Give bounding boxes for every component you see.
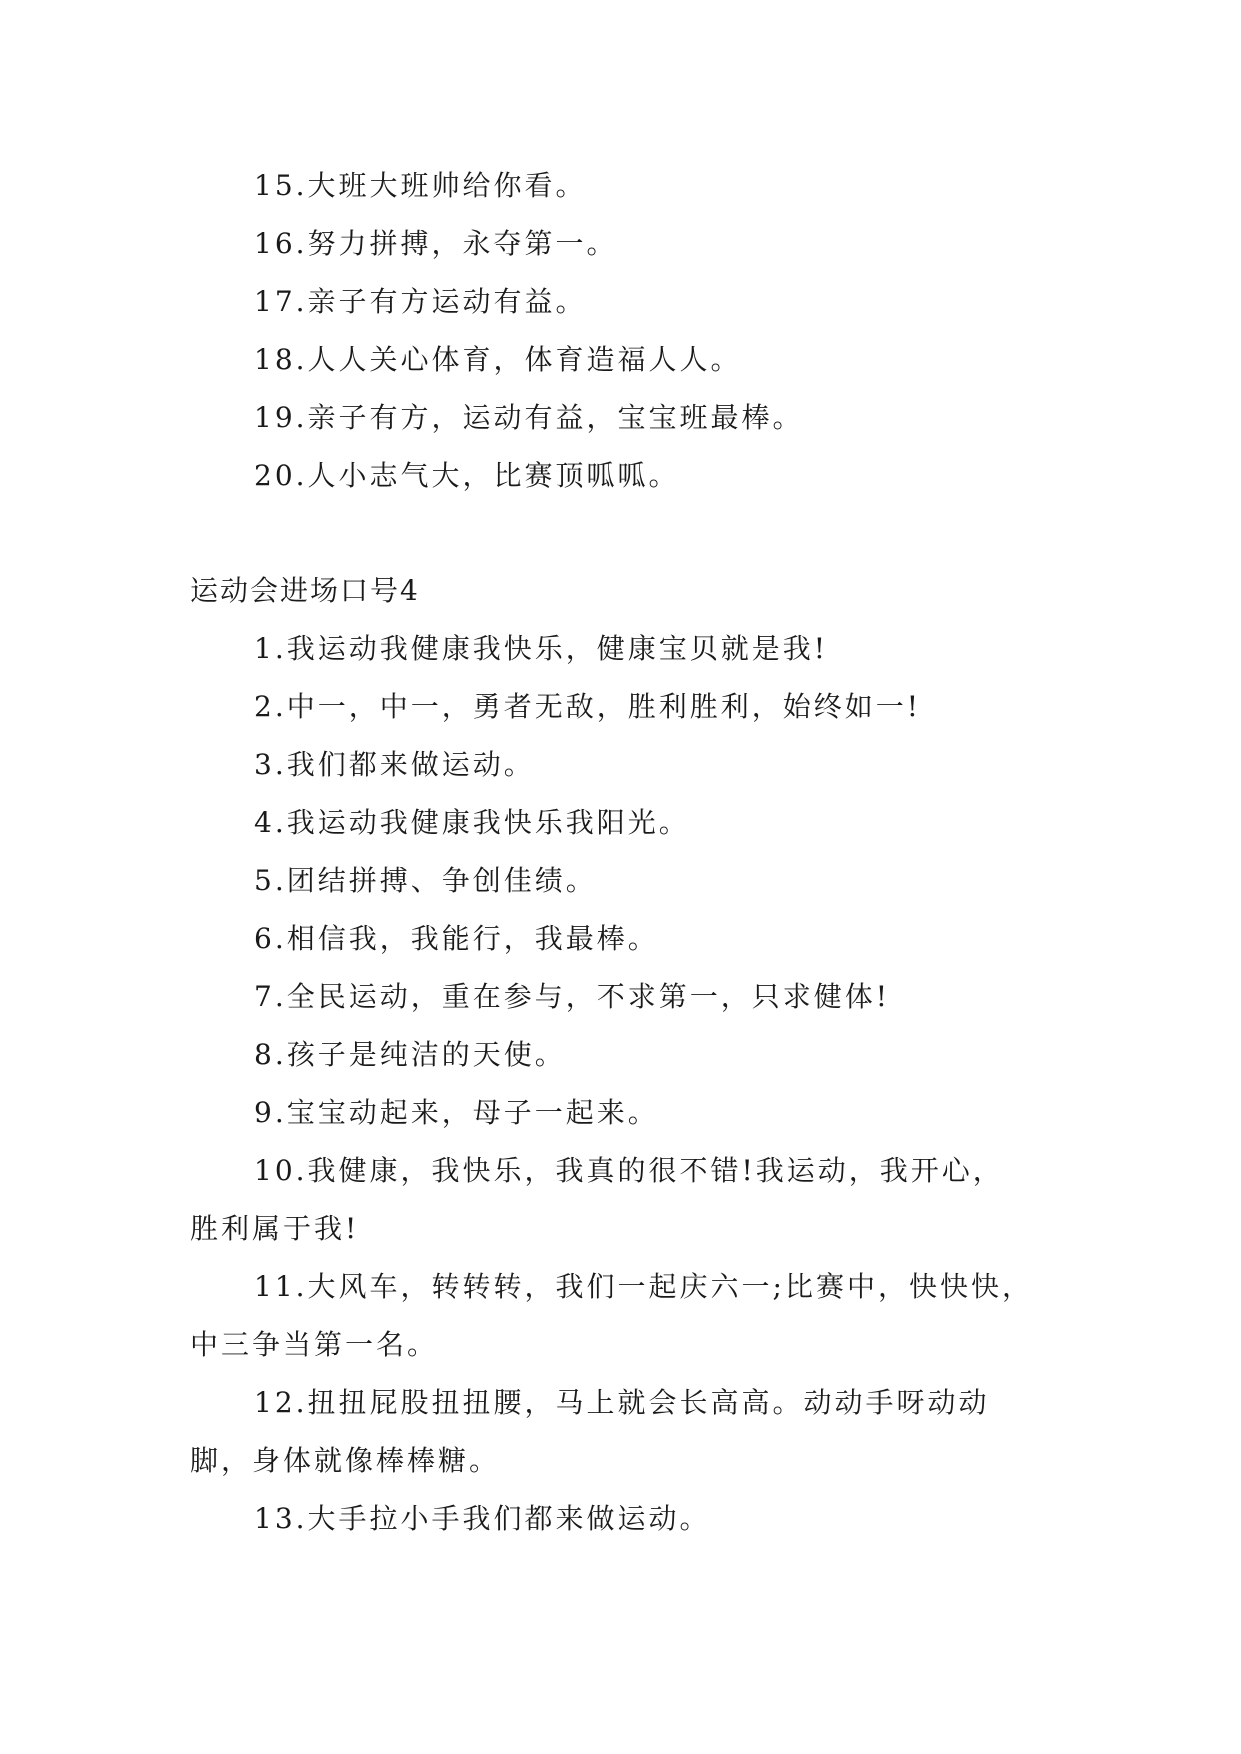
list-item: 9.宝宝动起来，母子一起来。: [254, 1096, 659, 1129]
list-item: 8.孩子是纯洁的天使。: [254, 1038, 566, 1071]
list-item: 5.团结拼搏、争创佳绩。: [254, 864, 597, 897]
section-title: 运动会进场口号4: [190, 574, 420, 607]
list-item: 7.全民运动，重在参与，不求第一，只求健体!: [254, 980, 890, 1013]
list-item: 2.中一，中一，勇者无敌，胜利胜利，始终如一!: [254, 690, 921, 723]
list-item-12-line1: 12.扭扭屁股扭扭腰，马上就会长高高。动动手呀动动: [254, 1386, 990, 1419]
list-item: 1.我运动我健康我快乐，健康宝贝就是我!: [254, 632, 828, 665]
list-item: 3.我们都来做运动。: [254, 748, 535, 781]
list-item: 16.努力拼搏，永夺第一。: [254, 227, 618, 260]
list-item: 15.大班大班帅给你看。: [254, 169, 587, 202]
list-item-13: 13.大手拉小手我们都来做运动。: [254, 1502, 711, 1535]
list-item-12-line2: 脚，身体就像棒棒糖。: [190, 1444, 501, 1477]
list-item-11-line2: 中三争当第一名。: [190, 1328, 439, 1361]
list-item: 4.我运动我健康我快乐我阳光。: [254, 806, 690, 839]
list-item-10-line2: 胜利属于我!: [190, 1212, 360, 1245]
list-item: 17.亲子有方运动有益。: [254, 285, 587, 318]
list-item: 18.人人关心体育，体育造福人人。: [254, 343, 742, 376]
list-item: 20.人小志气大，比赛顶呱呱。: [254, 459, 680, 492]
list-item: 6.相信我，我能行，我最棒。: [254, 922, 659, 955]
list-item-10-line1: 10.我健康，我快乐，我真的很不错!我运动，我开心，: [254, 1154, 1004, 1187]
list-item-11-line1: 11.大风车，转转转，我们一起庆六一;比赛中，快快快，: [254, 1270, 1033, 1303]
list-item: 19.亲子有方，运动有益，宝宝班最棒。: [254, 401, 804, 434]
